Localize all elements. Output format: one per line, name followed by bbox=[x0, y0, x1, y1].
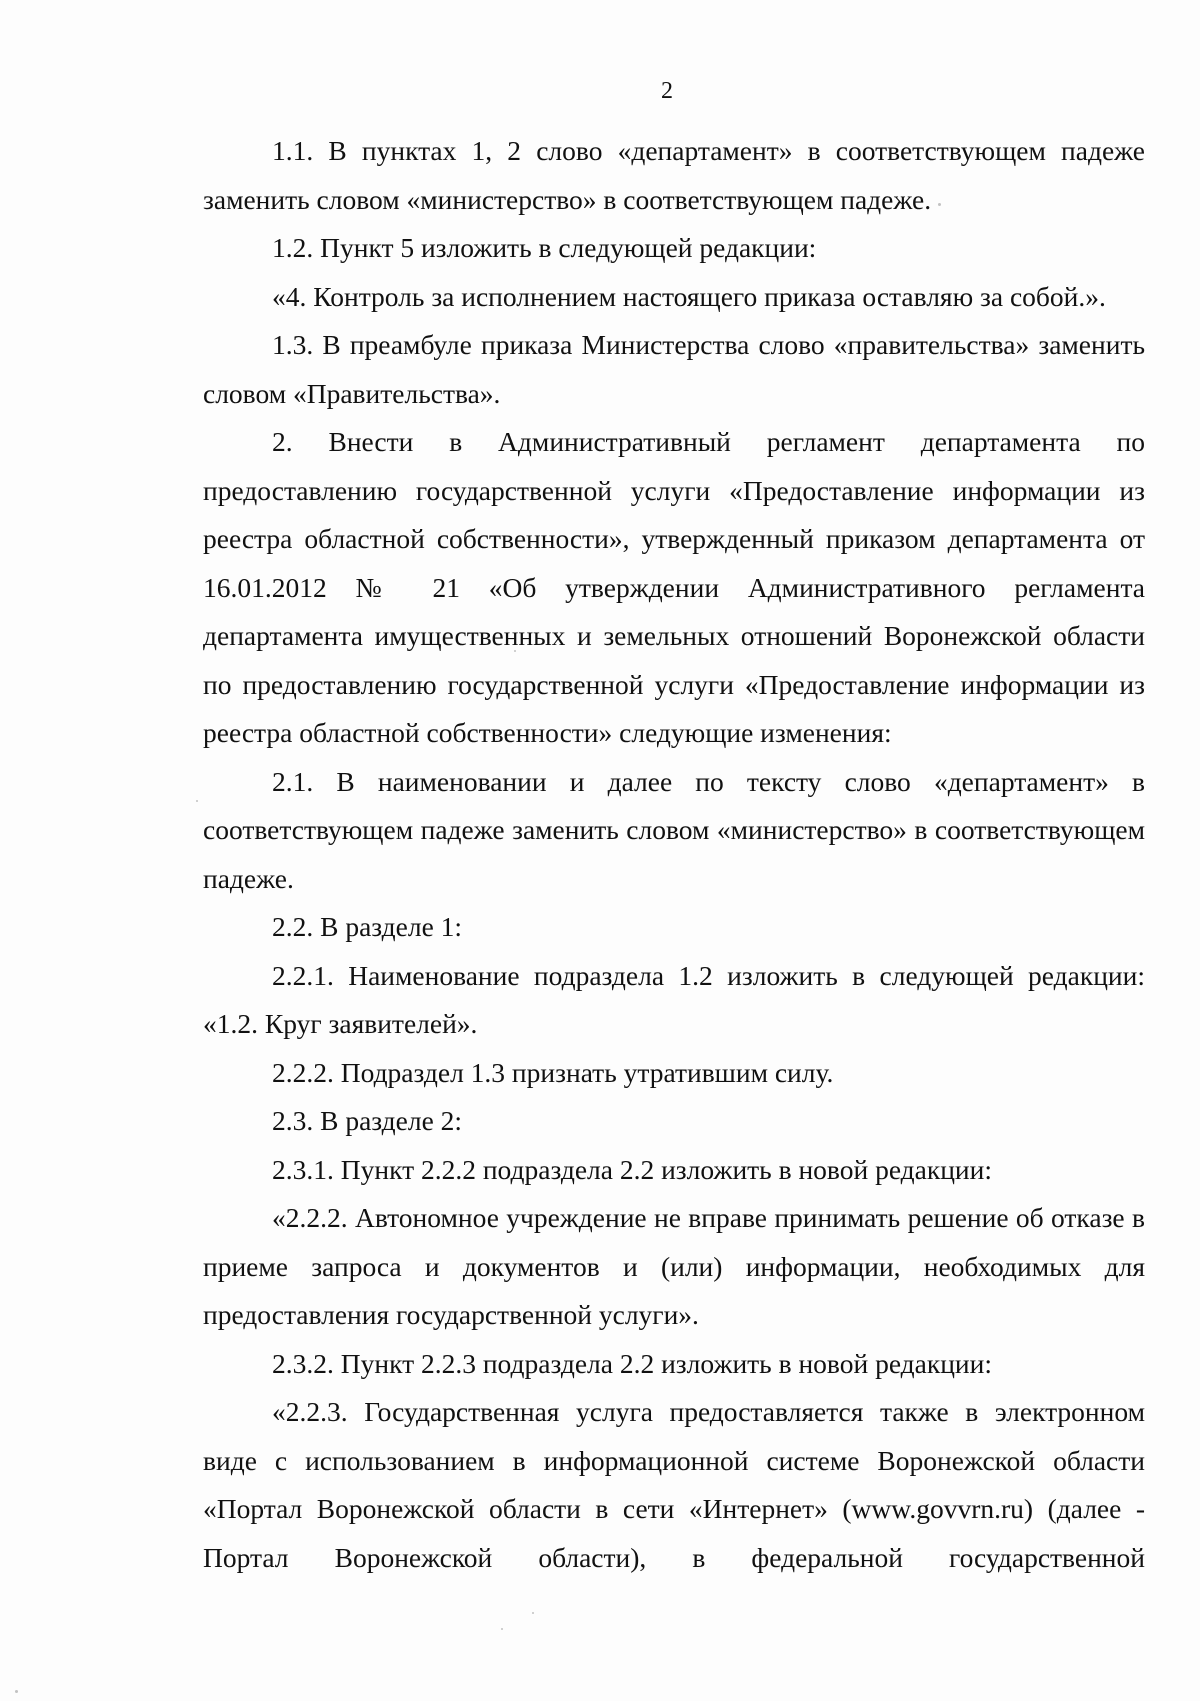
page-number: 2 bbox=[661, 78, 673, 104]
paragraph-quote-4: «4. Контроль за исполнением настоящего приказа оставляю за собой.». bbox=[272, 280, 1106, 312]
paragraph-2-2-1: 2.2.1. Наименование подраздела 1.2 изложить в следующей редакции: «1.2. Круг заявителей». bbox=[203, 959, 1145, 1039]
scan-speck bbox=[938, 203, 941, 206]
paragraph-2-2-2: 2.2.2. Подраздел 1.3 признать утратившим силу. bbox=[272, 1056, 834, 1088]
scan-speck bbox=[501, 1628, 503, 1630]
paragraph-2-3-1: 2.3.1. Пункт 2.2.2 подраздела 2.2 изложить в новой редакции: bbox=[272, 1153, 993, 1185]
paragraph-quote-2-2-2: «2.2.2. Автономное учреждение не вправе принимать решение об отказе в приеме запроса и документов и (или) информации, необходимых для предоставления государственной услуги». bbox=[203, 1202, 1145, 1330]
scan-speck bbox=[15, 1690, 18, 1693]
scan-speck bbox=[196, 800, 198, 802]
paragraph-quote-2-2-3: «2.2.3. Государственная услуга предоставляется также в электронном виде с использованием в информационной системе Воронежской области «Портал Воронежской области в сети «Интернет» (www.govvrn.ru) (далее - Портал Воронежской области), в федеральной государственной bbox=[203, 1396, 1145, 1573]
paragraph-2-1: 2.1. В наименовании и далее по тексту слово «департамент» в соответствующем падеже заменить словом «министерство» в соответствующем падеже. bbox=[203, 765, 1145, 894]
paragraph-2-3-2: 2.3.2. Пункт 2.2.3 подраздела 2.2 изложить в новой редакции: bbox=[272, 1347, 993, 1379]
scan-speck bbox=[532, 1612, 534, 1614]
paragraph-2-3: 2.3. В разделе 2: bbox=[272, 1105, 463, 1136]
paragraph-1-1: 1.1. В пунктах 1, 2 слово «департамент» в соответствующем падеже заменить словом «министерство» в соответствующем падеже. bbox=[203, 135, 1145, 215]
paragraph-1-2: 1.2. Пункт 5 изложить в следующей редакции: bbox=[272, 232, 817, 263]
document-body bbox=[203, 127, 1145, 1582]
paragraph-2: 2. Внести в Административный регламент департамента по предоставлению государственной услуги «Предоставление информации из реестра областной собственности», утвержденный приказом департамента от 16.01.2012 № 21 «Об утверждении Административного регламента департамента имущественных и земельных отношений Воронежской области по предоставлению государственной услуги «Предоставление информации из реестра областной собственности» следующие изменения: bbox=[203, 426, 1145, 748]
paragraph-1-3: 1.3. В преамбуле приказа Министерства слово «правительства» заменить словом «Правительства». bbox=[203, 329, 1145, 409]
paragraph-2-2: 2.2. В разделе 1: bbox=[272, 911, 463, 942]
scan-speck bbox=[514, 650, 516, 652]
